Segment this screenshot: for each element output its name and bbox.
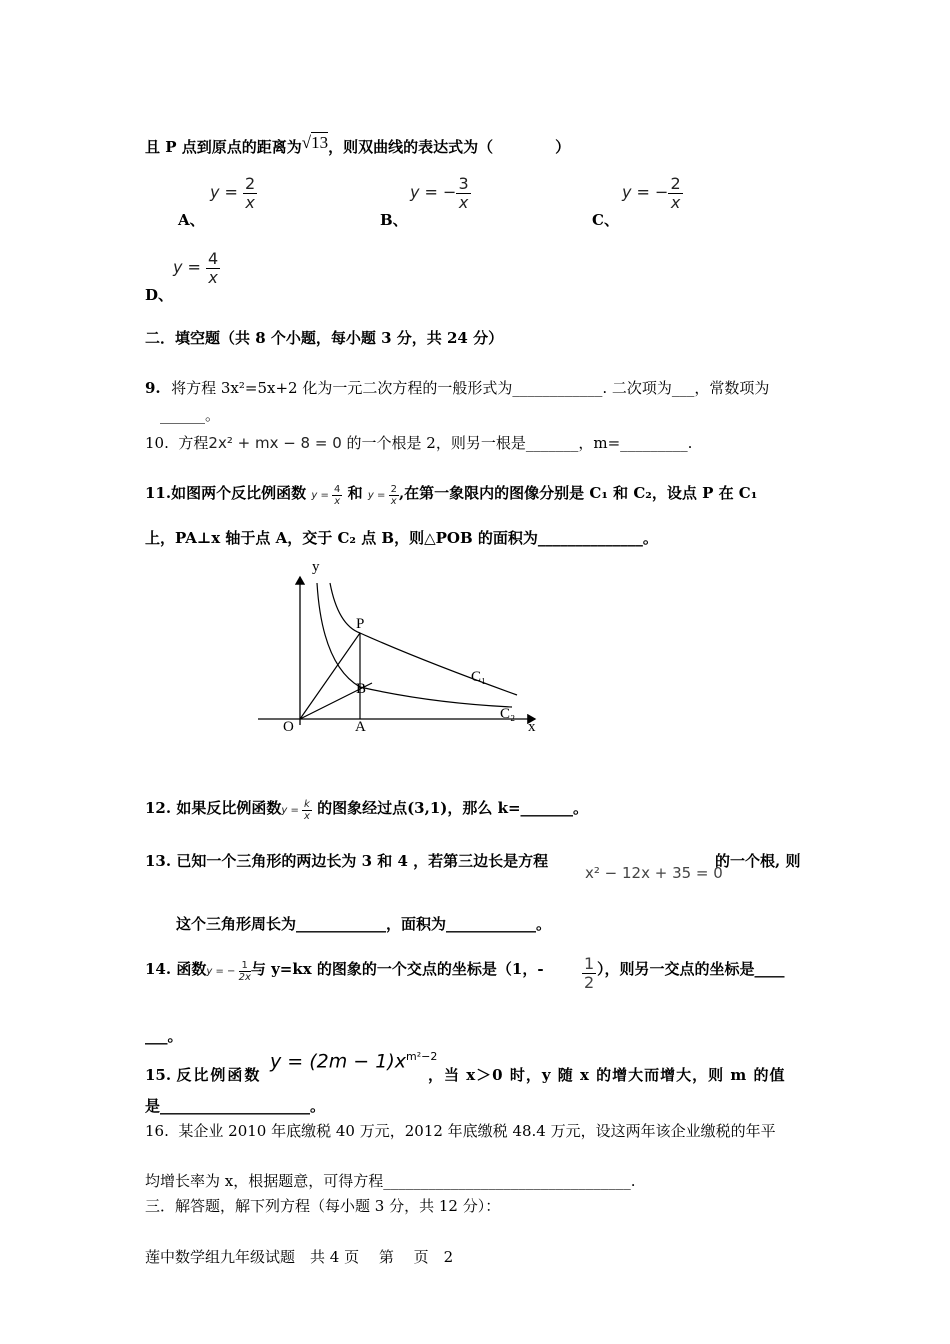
question-9-number: 9. — [145, 379, 161, 397]
label-p: P — [356, 616, 365, 632]
question-tail-text: 且 P 点到原点的距离为 — [145, 138, 302, 156]
question-15-formula: $y = (2m - 1)x^{m^2-2}$ — [270, 1050, 438, 1073]
question-16-text: 某企业 2010 年底缴税 40 万元，2012 年底缴税 48.4 万元，设这两年该企业缴税的年平 — [178, 1122, 776, 1140]
question-11 — [145, 482, 757, 507]
option-a[interactable] — [178, 174, 256, 229]
curve-c1 — [330, 583, 517, 695]
hyperbola-figure — [250, 555, 550, 740]
question-11-line2: 上，PA⊥x 轴于点 A，交于 C₂ 点 B，则△POB 的面积为______________。 — [145, 529, 658, 547]
question-15-number: 15. — [145, 1066, 172, 1084]
question-13-line2: 这个三角形周长为____________，面积为____________。 — [176, 915, 552, 933]
question-16-number: 16. — [145, 1122, 169, 1140]
label-a: A — [355, 719, 366, 735]
question-13-number: 13. — [145, 852, 172, 870]
question-tail-close: ） — [555, 138, 571, 156]
sqrt-expression: √13 — [301, 133, 329, 152]
question-14-mid: 与 y=kx 的图象的一个交点的坐标是（1，- — [250, 960, 544, 978]
label-y: y — [312, 559, 320, 575]
option-b-formula: y = − $\frac{3}{x}$ — [410, 174, 469, 212]
option-b[interactable] — [380, 174, 469, 229]
option-c-formula: y = − $\frac{2}{x}$ — [622, 174, 681, 212]
question-15-exponent: m²−2 — [406, 1050, 438, 1063]
section-2-title: 二．填空题（共 8 个小题，每小题 3 分，共 24 分） — [145, 329, 504, 347]
question-14 — [145, 958, 544, 983]
question-14-line2: ___。 — [145, 1027, 183, 1045]
option-b-label: B、 — [380, 211, 408, 229]
page-footer: 莲中数学组九年级试题 共 4 页 第 页 2 — [145, 1248, 454, 1266]
option-c[interactable] — [592, 174, 681, 229]
question-9-text: 将方程 3x²=5x+2 化为一元二次方程的一般形式为____________. 二次项为___，常数项为 — [171, 379, 770, 397]
question-14-formula: y = − $\frac{1}{2x}$ — [206, 959, 251, 983]
question-14-number: 14. — [145, 960, 172, 978]
option-d-label: D、 — [145, 286, 174, 304]
question-11-mid: 和 — [347, 484, 363, 502]
option-a-label: A、 — [178, 211, 205, 229]
question-12-pre: 如果反比例函数 — [176, 799, 282, 817]
question-15-line2: 是____________________。 — [145, 1097, 326, 1115]
option-d[interactable] — [145, 249, 219, 304]
question-11-f2: y = $\frac{2}{x}$ — [367, 483, 397, 507]
question-tail-text-after: ，则双曲线的表达式为（ — [328, 138, 494, 156]
question-15-post: ，当 x＞0 时，y 随 x 的增大而增大，则 m 的值 — [428, 1066, 786, 1084]
question-12-formula: y = $\frac{k}{x}$ — [281, 798, 310, 822]
question-11-post: ,在第一象限内的图像分别是 C₁ 和 C₂，设点 P 在 C₁ — [398, 484, 758, 502]
question-10-post: 的一个根是 2，则另一根是_______，m=_________. — [346, 434, 693, 452]
question-14-point-fraction: $\frac{1}{2}$ — [584, 954, 595, 992]
question-10-number: 10. — [145, 434, 169, 452]
question-13-equation: x² − 12x + 35 = 0 — [585, 864, 723, 882]
label-c2: C₂ — [500, 706, 516, 722]
question-12-number: 12. — [145, 799, 172, 817]
label-c1: C₁ — [471, 669, 487, 685]
question-9-cont: ______。 — [160, 406, 221, 424]
question-15-pre: 反比例函数 — [176, 1066, 262, 1084]
sqrt-value: 13 — [311, 133, 329, 152]
question-16 — [145, 1120, 776, 1141]
question-14-post: ），则另一交点的坐标是____ — [597, 960, 785, 978]
question-9 — [145, 377, 810, 398]
question-12 — [145, 797, 588, 822]
question-13-post: 的一个根, 则 — [715, 852, 801, 870]
option-c-label: C、 — [592, 211, 619, 229]
question-10 — [145, 432, 692, 453]
label-x: x — [528, 719, 536, 735]
question-12-post: 的图象经过点(3,1)，那么 k=_______。 — [317, 799, 589, 817]
question-16-line2: 均增长率为 x，根据题意，可得方程_________________________________. — [145, 1172, 636, 1190]
question-14-pre: 函数 — [176, 960, 207, 978]
question-11-number: 11. — [145, 484, 172, 502]
curve-c2 — [317, 583, 512, 707]
question-11-f1: y = $\frac{4}{x}$ — [311, 483, 341, 507]
question-15 — [145, 1064, 261, 1085]
section-3-title: 三．解答题，解下列方程（每小题 3 分，共 12 分）： — [145, 1197, 501, 1215]
segment-op — [300, 633, 360, 719]
option-a-formula: y = $\frac{2}{x}$ — [210, 174, 256, 212]
question-13 — [145, 850, 548, 871]
label-o: O — [283, 719, 294, 735]
label-b: B — [356, 681, 367, 697]
question-tail — [145, 133, 571, 157]
question-13-pre: 已知一个三角形的两边长为 3 和 4 ，若第三边长是方程 — [176, 852, 549, 870]
question-10-pre: 方程 — [178, 434, 209, 452]
question-11-pre: 如图两个反比例函数 — [171, 484, 307, 502]
option-d-formula: y = $\frac{4}{x}$ — [173, 249, 219, 287]
question-10-equation: 2x² + mx − 8 = 0 — [208, 434, 342, 452]
